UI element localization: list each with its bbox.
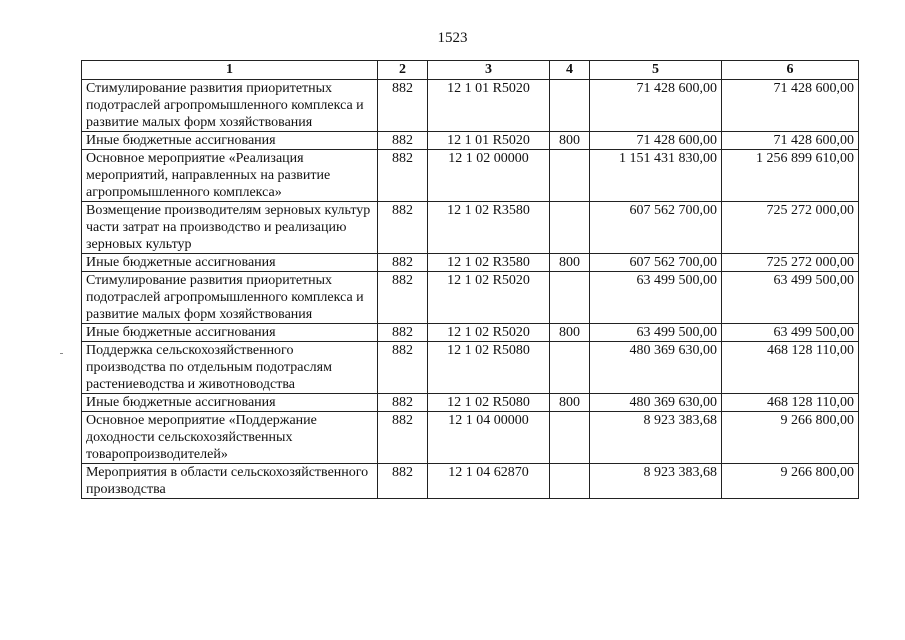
row-expense-type (550, 202, 590, 254)
row-target-article: 12 1 02 R5020 (428, 272, 550, 324)
row-amount-col6: 9 266 800,00 (722, 412, 859, 464)
column-header: 6 (722, 61, 859, 80)
row-expense-type (550, 150, 590, 202)
table-row (82, 412, 859, 464)
row-amount-col6: 468 128 110,00 (722, 394, 859, 412)
page-number: 1523 (437, 30, 468, 46)
row-amount-col6: 9 266 800,00 (722, 464, 859, 499)
row-amount-col6: 1 256 899 610,00 (722, 150, 859, 202)
row-expense-type (550, 412, 590, 464)
row-amount-col5: 480 369 630,00 (590, 394, 722, 412)
row-ministry-code: 882 (378, 342, 428, 394)
table-row (82, 132, 859, 150)
table-row (82, 254, 859, 272)
row-amount-col5: 63 499 500,00 (590, 324, 722, 342)
row-name: Иные бюджетные ассигнования (82, 254, 378, 272)
row-name: Мероприятия в области сельскохозяйственного производства (82, 464, 378, 499)
row-amount-col6: 468 128 110,00 (722, 342, 859, 394)
row-name: Стимулирование развития приоритетных подотраслей агропромышленного комплекса и развитие малых форм хозяйствования (82, 272, 378, 324)
row-target-article: 12 1 04 00000 (428, 412, 550, 464)
row-expense-type: 800 (550, 254, 590, 272)
row-amount-col6: 725 272 000,00 (722, 202, 859, 254)
row-ministry-code: 882 (378, 150, 428, 202)
row-ministry-code: 882 (378, 80, 428, 132)
column-header: 4 (550, 61, 590, 80)
row-amount-col5: 8 923 383,68 (590, 412, 722, 464)
row-amount-col6: 725 272 000,00 (722, 254, 859, 272)
row-amount-col5: 8 923 383,68 (590, 464, 722, 499)
table-row (82, 464, 859, 499)
row-amount-col6: 63 499 500,00 (722, 324, 859, 342)
row-target-article: 12 1 01 R5020 (428, 80, 550, 132)
row-target-article: 12 1 02 R5080 (428, 394, 550, 412)
row-name: Иные бюджетные ассигнования (82, 394, 378, 412)
row-target-article: 12 1 01 R5020 (428, 132, 550, 150)
table-row (82, 202, 859, 254)
header-row (82, 61, 859, 80)
row-expense-type (550, 342, 590, 394)
column-header: 5 (590, 61, 722, 80)
row-amount-col5: 71 428 600,00 (590, 132, 722, 150)
row-amount-col6: 71 428 600,00 (722, 80, 859, 132)
row-expense-type: 800 (550, 132, 590, 150)
row-target-article: 12 1 02 R5020 (428, 324, 550, 342)
row-ministry-code: 882 (378, 412, 428, 464)
row-name: Стимулирование развития приоритетных подотраслей агропромышленного комплекса и развитие малых форм хозяйствования (82, 80, 378, 132)
row-ministry-code: 882 (378, 324, 428, 342)
row-amount-col5: 480 369 630,00 (590, 342, 722, 394)
row-amount-col6: 71 428 600,00 (722, 132, 859, 150)
row-target-article: 12 1 02 R3580 (428, 202, 550, 254)
margin-mark (60, 353, 63, 354)
row-ministry-code: 882 (378, 202, 428, 254)
row-expense-type (550, 272, 590, 324)
column-header: 3 (428, 61, 550, 80)
row-target-article: 12 1 02 R3580 (428, 254, 550, 272)
row-ministry-code: 882 (378, 132, 428, 150)
row-name: Возмещение производителям зерновых культур части затрат на производство и реализацию зерновых культур (82, 202, 378, 254)
row-name: Основное мероприятие «Поддержание доходности сельскохозяйственных товаропроизводителей» (82, 412, 378, 464)
row-target-article: 12 1 02 00000 (428, 150, 550, 202)
row-target-article: 12 1 02 R5080 (428, 342, 550, 394)
row-ministry-code: 882 (378, 272, 428, 324)
table-row (82, 342, 859, 394)
table-row (82, 394, 859, 412)
row-amount-col5: 71 428 600,00 (590, 80, 722, 132)
row-name: Иные бюджетные ассигнования (82, 324, 378, 342)
row-amount-col5: 63 499 500,00 (590, 272, 722, 324)
row-target-article: 12 1 04 62870 (428, 464, 550, 499)
row-ministry-code: 882 (378, 464, 428, 499)
row-amount-col5: 607 562 700,00 (590, 202, 722, 254)
row-amount-col6: 63 499 500,00 (722, 272, 859, 324)
row-ministry-code: 882 (378, 394, 428, 412)
table-row (82, 324, 859, 342)
table-row (82, 272, 859, 324)
row-expense-type: 800 (550, 324, 590, 342)
row-expense-type (550, 464, 590, 499)
column-header: 2 (378, 61, 428, 80)
row-expense-type: 800 (550, 394, 590, 412)
column-header: 1 (82, 61, 378, 80)
row-expense-type (550, 80, 590, 132)
row-name: Поддержка сельскохозяйственного производства по отдельным подотраслям растениеводства и животноводства (82, 342, 378, 394)
row-name: Иные бюджетные ассигнования (82, 132, 378, 150)
row-amount-col5: 607 562 700,00 (590, 254, 722, 272)
row-name: Основное мероприятие «Реализация мероприятий, направленных на развитие агропромышленного комплекса» (82, 150, 378, 202)
table-row (82, 80, 859, 132)
row-amount-col5: 1 151 431 830,00 (590, 150, 722, 202)
row-ministry-code: 882 (378, 254, 428, 272)
budget-table (81, 60, 859, 499)
table-row (82, 150, 859, 202)
